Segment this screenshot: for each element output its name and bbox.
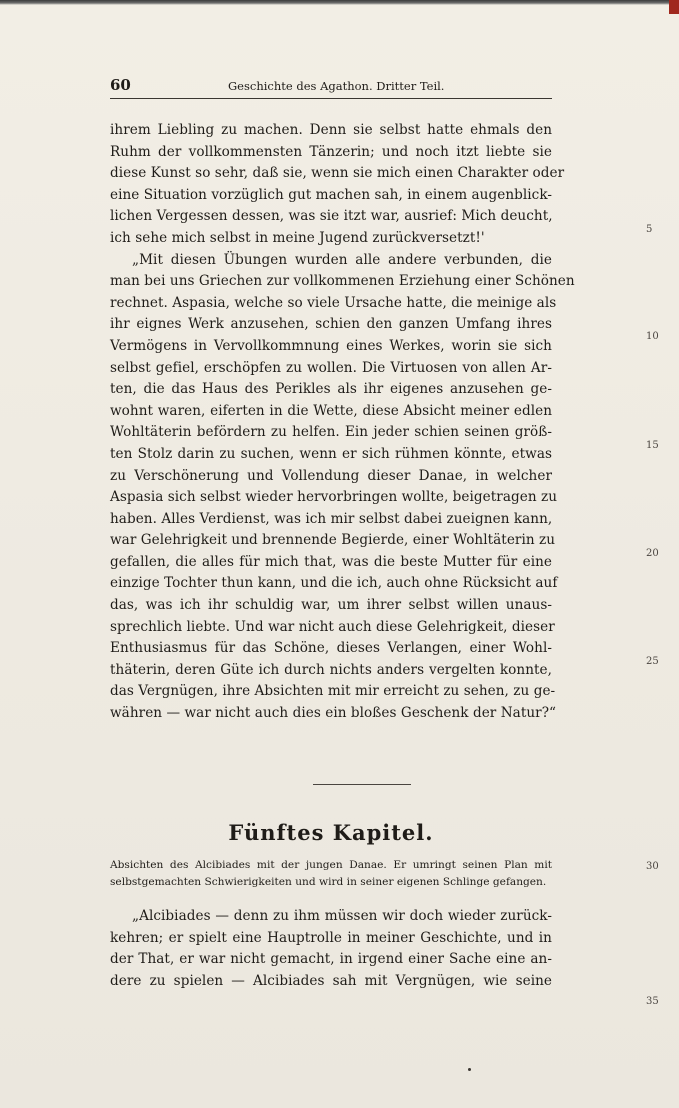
summary-line: Absichten des Alcibiades mit der jungen Danae. Er umringt seinen Plan mit	[110, 859, 552, 871]
text-line: war Gelehrigkeit und brennende Begierde, einer Wohltäterin zu	[110, 532, 556, 549]
text-line: „Mit diesen Übungen wurden alle andere verbunden, die	[132, 251, 552, 268]
ink-speck	[468, 1068, 471, 1071]
text-line: ihrem Liebling zu machen. Denn sie selbst hatte ehmals den	[110, 122, 552, 138]
text-line: währen — war nicht auch dies ein bloßes Geschenk der Natur?“	[110, 705, 557, 722]
running-title: Geschichte des Agathon. Dritter Teil.	[228, 79, 445, 93]
line-number: 25	[646, 656, 659, 667]
text-line: dere zu spielen — Alcibiades sah mit Vergnügen, wie seine	[110, 972, 552, 989]
text-line: gefallen, die alles für mich that, was die beste Mutter für eine	[110, 553, 552, 570]
text-line: lichen Vergessen dessen, was sie itzt war, ausrief: Mich deucht,	[110, 208, 553, 225]
text-line: kehren; er spielt eine Hauptrolle in meiner Geschichte, und in	[110, 929, 552, 946]
text-line: ten, die das Haus des Perikles als ihr eigenes anzusehen ge-	[110, 381, 552, 398]
text-line: einzige Tochter thun kann, und die ich, auch ohne Rücksicht auf	[110, 575, 558, 592]
text-line: ten Stolz darin zu suchen, wenn er sich rühmen könnte, etwas	[110, 445, 552, 462]
chapter-text	[110, 906, 552, 992]
line-number: 15	[646, 440, 659, 451]
text-line: sprechlich liebte. Und war nicht auch diese Gelehrigkeit, dieser	[110, 618, 555, 635]
text-line: Ruhm der vollkommensten Tänzerin; und noch itzt liebte sie	[110, 143, 552, 160]
text-line: „Alcibiades — denn zu ihm müssen wir doch wieder zurück-	[132, 908, 552, 924]
text-line: der That, er war nicht gemacht, in irgend einer Sache eine an-	[110, 951, 552, 968]
line-number: 10	[646, 331, 659, 342]
text-line: Wohltäterin befördern zu helfen. Ein jeder schien seinen größ-	[110, 424, 552, 441]
section-divider	[313, 784, 411, 785]
text-line: Aspasia sich selbst wieder hervorbringen wollte, beigetragen zu	[110, 489, 558, 506]
text-line: man bei uns Griechen zur vollkommenen Erziehung einer Schönen	[110, 273, 575, 290]
summary-line: selbstgemachten Schwierigkeiten und wird in seiner eigenen Schlinge gefangen.	[110, 876, 547, 888]
chapter-summary	[110, 857, 552, 891]
text-line: wohnt waren, eiferten in die Wette, diese Absicht meiner edlen	[110, 402, 552, 419]
line-number: 20	[646, 548, 659, 559]
text-line: Vermögens in Vervollkommnung eines Werkes, worin sie sich	[110, 337, 552, 354]
text-line: ihr eignes Werk anzusehen, schien den ganzen Umfang ihres	[110, 316, 552, 333]
chapter-title: Fünftes Kapitel.	[228, 820, 434, 845]
line-number: 35	[646, 996, 659, 1007]
text-line: ich sehe mich selbst in meine Jugend zurückversetzt!'	[110, 229, 485, 246]
page-top-edge	[0, 0, 679, 5]
bookmark-ribbon	[669, 0, 679, 14]
line-number: 30	[646, 861, 659, 872]
page-number: 60	[110, 76, 131, 94]
text-line: diese Kunst so sehr, daß sie, wenn sie mich einen Charakter oder	[110, 165, 565, 182]
text-line: zu Verschönerung und Vollendung dieser Danae, in welcher	[110, 467, 552, 484]
text-line: rechnet. Aspasia, welche so viele Ursache hatte, die meinige als	[110, 294, 557, 311]
text-line: thäterin, deren Güte ich durch nichts anders vergelten konnte,	[110, 661, 552, 678]
text-line: Enthusiasmus für das Schöne, dieses Verlangen, einer Wohl-	[110, 640, 552, 657]
header-rule	[110, 98, 552, 99]
text-line: das Vergnügen, ihre Absichten mit mir erreicht zu sehen, zu ge-	[110, 683, 556, 700]
body-text	[110, 120, 575, 725]
text-line: eine Situation vorzüglich gut machen sah, in einem augenblick-	[110, 186, 553, 203]
text-line: das, was ich ihr schuldig war, um ihrer selbst willen unaus-	[110, 597, 552, 614]
text-line: selbst gefiel, erschöpfen zu wollen. Die Virtuosen von allen Ar-	[110, 359, 552, 376]
line-number: 5	[646, 224, 653, 235]
text-line: haben. Alles Verdienst, was ich mir selbst dabei zueignen kann,	[110, 510, 553, 527]
